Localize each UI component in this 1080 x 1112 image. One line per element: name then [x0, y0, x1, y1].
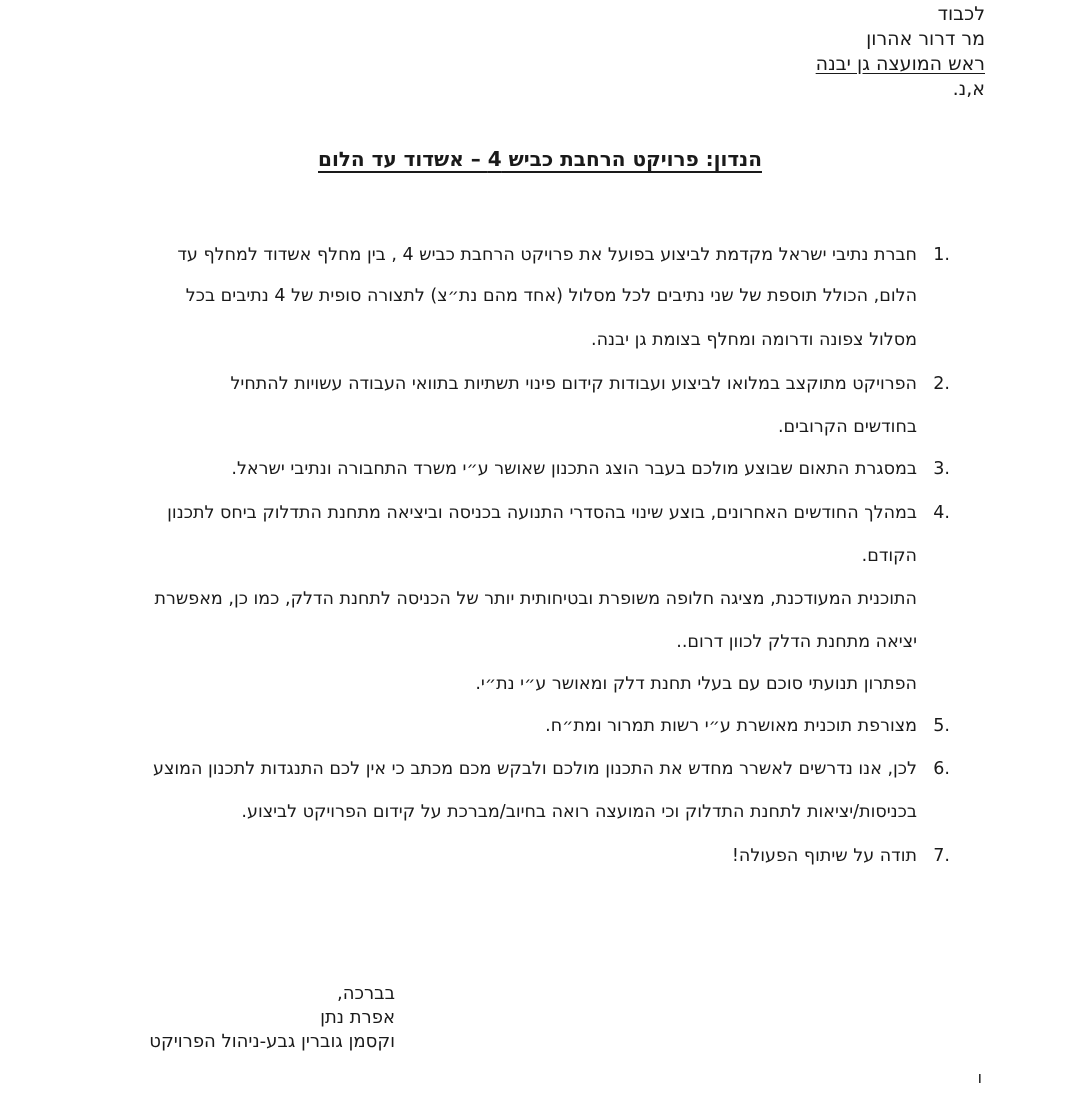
item-number: 4. [933, 503, 950, 523]
item-number: 1. [933, 245, 950, 265]
subject-line [0, 145, 1080, 173]
signature-name: אפרת נתן [320, 1007, 395, 1028]
item-2-line-1: הפרויקט מתוקצב במלואו לביצוע ועבודות קידום פינוי תשתיות בתוואי העבודה עשויות להתחיל [230, 374, 917, 394]
item-4-para-2-line-1: הפתרון תנועתי סוכם עם בעלי תחנת דלק ומאושר ע״י נת״י. [475, 674, 917, 694]
item-1-line-3: מסלול צפונה ודרומה ומחלף בצומת גן יבנה. [591, 330, 917, 350]
page-number: ו [977, 1068, 982, 1087]
item-number: 6. [933, 759, 950, 779]
item-number: 7. [933, 846, 950, 866]
item-5-line-1: מצורפת תוכנית מאושרת ע״י רשות תמרור ומת״ח. [545, 716, 917, 736]
item-7-line-1: תודה על שיתוף הפעולה! [731, 846, 917, 866]
item-1-line-1: חברת נתיבי ישראל מקדמת לביצוע בפועל את פרויקט הרחבת כביש 4 , בין מחלף אשדוד למחלף עד [177, 245, 917, 265]
item-3-line-1: במסגרת התאום שבוצע מולכם בעבר הוצג התכנון שאושר ע״י משרד התחבורה ונתיבי ישראל. [231, 459, 917, 479]
item-4-para-1-line-2: יציאה מתחנת הדלק לכוון דרום.. [676, 632, 917, 652]
item-6-line-2: בכניסות/יציאות לתחנת התדלוק וכי המועצה רואה בחיוב/מברכת על קידום הפרויקט לביצוע. [241, 802, 917, 822]
signature-org: וקסמן גוברין גבע-ניהול הפרויקט [149, 1031, 395, 1052]
item-number: 5. [933, 716, 950, 736]
subject-text: הנדון: פרויקט הרחבת כביש 4 – אשדוד עד הלום [318, 147, 762, 171]
recipient-title: ראש המועצה גן יבנה [815, 53, 985, 75]
item-1-line-2: הלום, הכולל תוספת של שני נתיבים לכל מסלול (אחד מהם נת״צ) לתצורה סופית של 4 נתיבים בכל [185, 286, 917, 306]
item-4-line-2: הקודם. [861, 546, 917, 566]
recipient-name: מר דרור אהרון [866, 28, 985, 50]
recipient-block [816, 2, 985, 102]
item-2-line-2: בחודשים הקרובים. [777, 417, 917, 437]
salutation: לכבוד [937, 3, 985, 25]
item-4-line-1: במהלך החודשים האחרונים, בוצע שינוי בהסדרי התנועה בכניסה וביציאה מתחנת התדלוק ביחס לתכנון [167, 503, 917, 523]
item-6-line-1: לכן, אנו נדרשים לאשרר מחדש את התכנון מולכם ולבקש מכם מכתב כי אין לכם התנגדות לתכנון המוצע [152, 759, 917, 779]
item-number: 3. [933, 459, 950, 479]
greeting: א,נ. [952, 78, 985, 100]
item-4-para-1-line-1: התוכנית המעודכנת, מציגה חלופה משופרת ובטיחותית יותר של הכניסה לתחנת הדלק, כמו כן, מאפשרת [154, 589, 917, 609]
item-number: 2. [933, 374, 950, 394]
signature-closing: בברכה, [337, 983, 395, 1004]
